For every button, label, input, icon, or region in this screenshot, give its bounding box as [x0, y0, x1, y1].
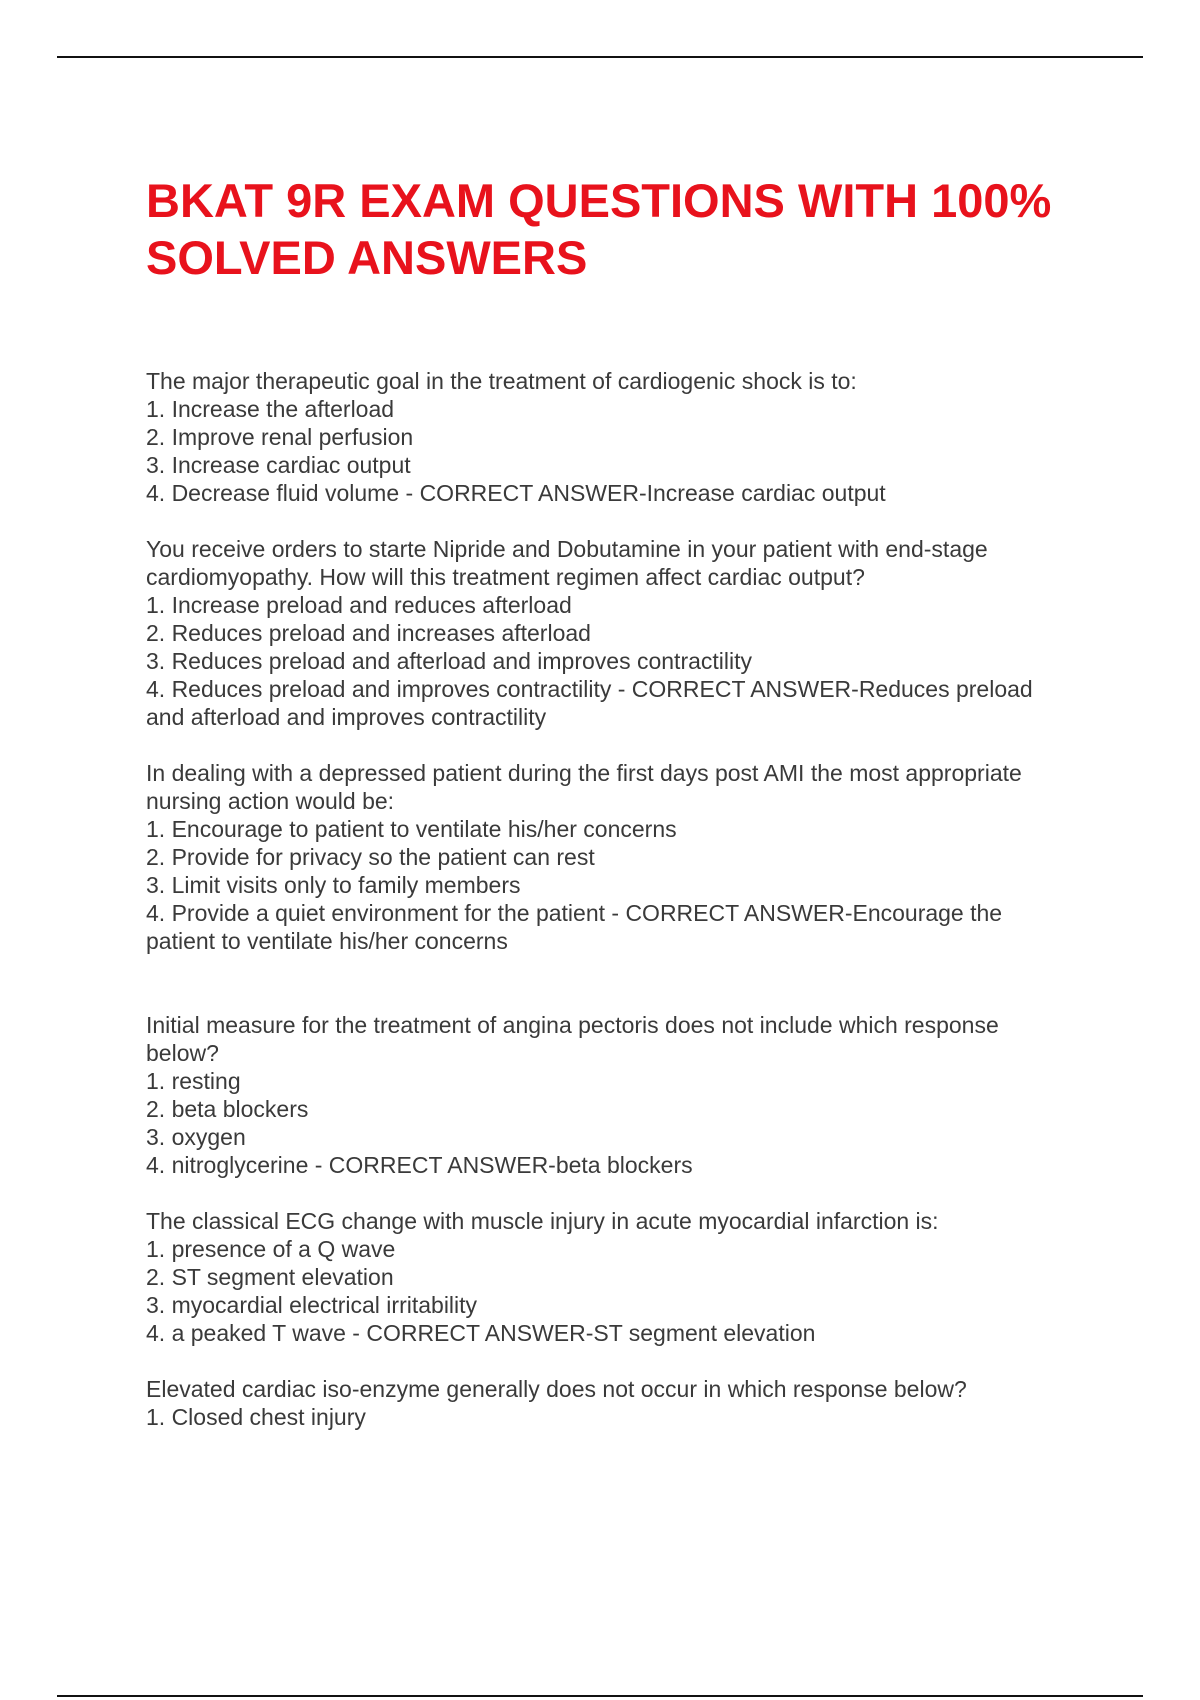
option-1: 1. presence of a Q wave	[146, 1236, 396, 1262]
answer-cont: and afterload and improves contractility	[146, 704, 547, 730]
option-4-with-answer: 4. Decrease fluid volume - CORRECT ANSWER-Increase cardiac output	[146, 480, 886, 506]
document-title	[146, 172, 1146, 286]
question-text: You receive orders to starte Nipride and Dobutamine in your patient with end-stage	[146, 536, 988, 562]
question-block-4	[146, 1011, 1096, 1179]
answer-cont: patient to ventilate his/her concerns	[146, 928, 508, 954]
question-text-cont: cardiomyopathy. How will this treatment regimen affect cardiac output?	[146, 564, 865, 590]
option-1: 1. Encourage to patient to ventilate his/her concerns	[146, 816, 677, 842]
option-2: 2. Reduces preload and increases afterload	[146, 620, 591, 646]
question-text: In dealing with a depressed patient during the first days post AMI the most appropriate	[146, 760, 1022, 786]
option-3: 3. Limit visits only to family members	[146, 872, 521, 898]
option-3: 3. Reduces preload and afterload and improves contractility	[146, 648, 753, 674]
question-block-6	[146, 1375, 1096, 1431]
question-block-5	[146, 1207, 1096, 1347]
top-rule	[57, 56, 1143, 58]
option-2: 2. ST segment elevation	[146, 1264, 394, 1290]
question-block-3	[146, 759, 1096, 955]
bottom-rule	[57, 1695, 1143, 1697]
question-text: Initial measure for the treatment of angina pectoris does not include which response	[146, 1012, 999, 1038]
option-4-with-answer: 4. a peaked T wave - CORRECT ANSWER-ST segment elevation	[146, 1320, 816, 1346]
question-text: The classical ECG change with muscle injury in acute myocardial infarction is:	[146, 1208, 939, 1234]
title-line-2: SOLVED ANSWERS	[146, 231, 588, 284]
question-text-cont: nursing action would be:	[146, 788, 395, 814]
option-2: 2. Provide for privacy so the patient can rest	[146, 844, 595, 870]
option-2: 2. Improve renal perfusion	[146, 424, 414, 450]
option-4-with-answer: 4. nitroglycerine - CORRECT ANSWER-beta blockers	[146, 1152, 693, 1178]
option-1: 1. resting	[146, 1068, 241, 1094]
question-text-cont: below?	[146, 1040, 219, 1066]
option-3: 3. oxygen	[146, 1124, 246, 1150]
question-text: The major therapeutic goal in the treatment of cardiogenic shock is to:	[146, 368, 857, 394]
option-4-with-answer: 4. Reduces preload and improves contractility - CORRECT ANSWER-Reduces preload	[146, 676, 1033, 702]
question-text: Elevated cardiac iso-enzyme generally does not occur in which response below?	[146, 1376, 967, 1402]
title-line-1: BKAT 9R EXAM QUESTIONS WITH 100%	[146, 174, 1052, 227]
question-block-2	[146, 535, 1096, 731]
option-1: 1. Increase preload and reduces afterload	[146, 592, 572, 618]
option-1: 1. Increase the afterload	[146, 396, 395, 422]
question-block-1	[146, 367, 1096, 507]
option-2: 2. beta blockers	[146, 1096, 309, 1122]
questions-section	[146, 367, 1096, 1431]
option-1: 1. Closed chest injury	[146, 1404, 366, 1430]
option-4-with-answer: 4. Provide a quiet environment for the patient - CORRECT ANSWER-Encourage the	[146, 900, 1003, 926]
option-3: 3. Increase cardiac output	[146, 452, 411, 478]
option-3: 3. myocardial electrical irritability	[146, 1292, 478, 1318]
